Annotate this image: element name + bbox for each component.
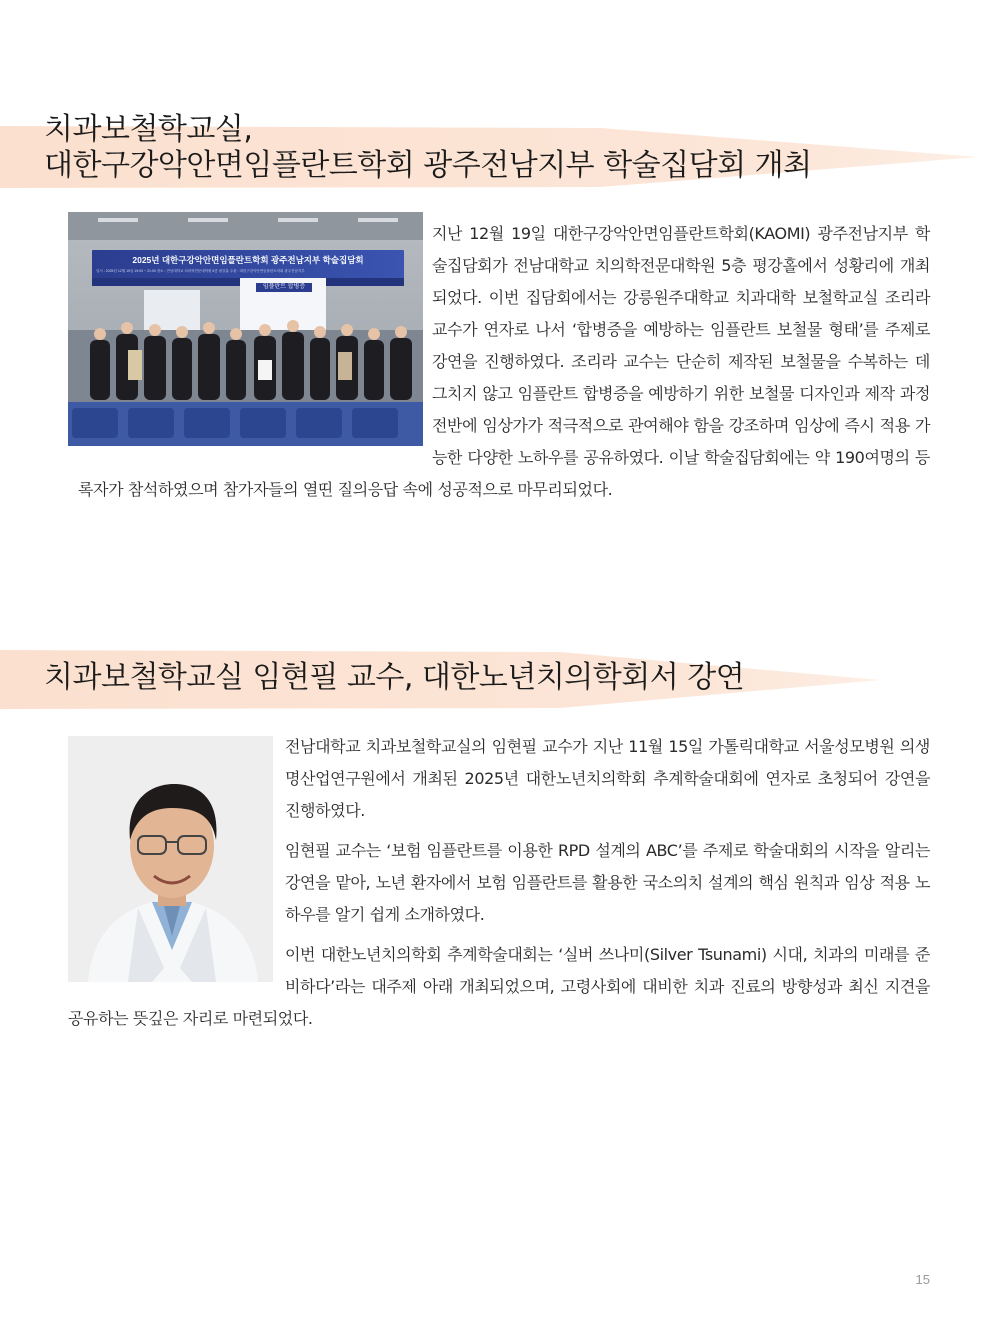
article1-title-line2: 대한구강악안면임플란트학회 광주전남지부 학술집담회 개최: [44, 148, 812, 183]
photo-event-banner-subtitle: 일시 : 2025년 12월 19일 19:00 ~ 21:00 장소 : 전남대학교 치의학전문대학원 5층 평강홀 주관 : 대한구강악안면임플란트학회 광주전남지부: [96, 269, 305, 273]
article2-title: 치과보철학교실 임현필 교수, 대한노년치의학회서 강연: [44, 660, 745, 695]
photo-event-banner-title: 2025년 대한구강악안면임플란트학회 광주전남지부 학술집담회: [132, 255, 364, 265]
article1-title-line1: 치과보철학교실,: [44, 112, 253, 147]
photo-float-spacer: [78, 218, 432, 446]
page-number: 15: [915, 1272, 930, 1287]
article2-paragraph-3: 이번 대한노년치의학회 추계학술대회는 ‘실버 쓰나미(Silver Tsunami) 시대, 치과의 미래를 준비하다’라는 대주제 아래 개최되었으며, 고령사회에 대비한 치과 진료의 방향성과 최신 지견을 공유하는 뜻깊은 자리로 마련되었다.: [68, 945, 930, 1028]
article1-body: [78, 218, 930, 506]
article2-paragraph-2: 임현필 교수는 ‘보험 임플란트를 이용한 RPD 설계의 ABC’를 주제로 학술대회의 시작을 알리는 강연을 맡아, 노년 환자에서 보험 임플란트를 활용한 국소의치 설계의 핵심 원칙과 임상 적용 노하우를 알기 쉽게 소개하였다.: [285, 841, 930, 924]
article2-body: [68, 731, 930, 1035]
photo-screen-title: 임플란트 합병증: [262, 284, 306, 290]
article2-paragraph-1: 전남대학교 치과보철학교실의 임현필 교수가 지난 11월 15일 가톨릭대학교 서울성모병원 의생명산업연구원에서 개최된 2025년 대한노년치의학회 추계학술대회에 연자로 초청되어 강연을 진행하였다.: [285, 737, 930, 820]
portrait-float-spacer: [68, 731, 285, 976]
article1-title: [44, 112, 812, 184]
article1-paragraph: 지난 12월 19일 대한구강악안면임플란트학회(KAOMI) 광주전남지부 학술집담회가 전남대학교 치의학전문대학원 5층 평강홀에서 성황리에 개최되었다. 이번 집담회에서는 강릉원주대학교 치과대학 보철학교실 조리라 교수가 연자로 나서 ‘합병증을 예방하는 임플란트 보철물 형태’를 주제로 강연을 진행하였다. 조리라 교수는 단순히 제작된 보철물을 수복하는 데 그치지 않고 임플란트 합병증을 예방하기 위한 보철물 디자인과 제작 과정 전반에 임상가가 적극적으로 관여해야 함을 강조하며 임상에 즉시 적용 가능한 다양한 노하우를 공유하였다. 이날 학술집담회에는 약 190여명의 등록자가 참석하였으며 참가자들의 열띤 질의응답 속에 성공적으로 마무리되었다.: [78, 224, 930, 499]
